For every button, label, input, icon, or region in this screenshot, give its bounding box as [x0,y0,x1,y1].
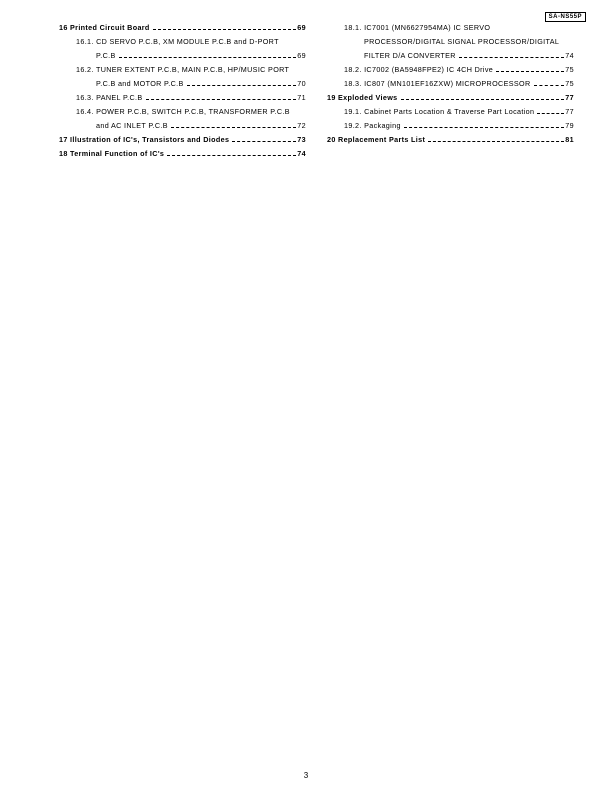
toc-left-column [59,18,306,158]
dot-leader [537,113,564,114]
toc-entry-title: and AC INLET P.C.B [96,121,168,130]
toc-entry[interactable] [59,74,306,88]
dot-leader [496,71,564,72]
dot-leader [119,57,297,58]
dot-leader [459,57,564,58]
dot-leader [167,155,296,156]
toc-entry-page: 74 [565,51,574,60]
dot-leader [404,127,564,128]
toc-entry-title: 18 Terminal Function of IC's [59,149,165,158]
page-number: 3 [303,771,309,780]
toc-entry-page: 71 [297,93,306,102]
dot-leader [146,99,297,100]
toc-entry-title: 18.3. IC807 (MN101EF16ZXW) MICROPROCESSOR [344,79,531,88]
toc-entry[interactable] [59,130,306,144]
toc-entry[interactable] [327,60,574,74]
toc-entry-title: 20 Replacement Parts List [327,135,426,144]
toc-entry[interactable] [59,102,306,116]
toc-entry[interactable] [59,116,306,130]
toc-entry[interactable] [327,18,574,32]
toc-entry[interactable] [327,88,574,102]
toc-right-column [327,18,574,144]
toc-entry-page: 75 [565,65,574,74]
toc-entry-title: 18.1. IC7001 (MN6627954MA) IC SERVO [344,23,491,32]
toc-entry-page: 69 [297,23,306,32]
dot-leader [187,85,297,86]
dot-leader [153,29,297,30]
toc-entry-title: 16 Printed Circuit Board [59,23,150,32]
toc-entry[interactable] [59,32,306,46]
toc-entry[interactable] [59,60,306,74]
toc-entry-page: 75 [565,79,574,88]
toc-entry-page: 77 [565,93,574,102]
toc-entry[interactable] [327,32,574,46]
toc-entry[interactable] [59,144,306,158]
toc-entry-page: 69 [297,51,306,60]
dot-leader [534,85,565,86]
toc-entry-title: 19 Exploded Views [327,93,398,102]
toc-entry-page: 81 [565,135,574,144]
toc-entry-title: 16.4. POWER P.C.B, SWITCH P.C.B, TRANSFORMER P.C.B [76,107,290,116]
toc-entry-title: 16.2. TUNER EXTENT P.C.B, MAIN P.C.B, HP/MUSIC PORT [76,65,290,74]
toc-entry[interactable] [327,116,574,130]
toc-entry[interactable] [327,102,574,116]
dot-leader [401,99,565,100]
toc-entry-page: 79 [565,121,574,130]
toc-entry-title: PROCESSOR/DIGITAL SIGNAL PROCESSOR/DIGITAL [364,37,560,46]
toc-entry-title: FILTER D/A CONVERTER [364,51,456,60]
dot-leader [428,141,564,142]
toc-entry[interactable] [59,18,306,32]
toc-entry[interactable] [327,74,574,88]
toc-entry-title: 17 Illustration of IC's, Transistors and Diodes [59,135,230,144]
toc-entry-title: 18.2. IC7002 (BA5948FPE2) IC 4CH Drive [344,65,494,74]
toc-entry-title: 16.3. PANEL P.C.B [76,93,143,102]
toc-entry[interactable] [327,46,574,60]
toc-entry[interactable] [59,46,306,60]
toc-entry-page: 74 [297,149,306,158]
dot-leader [171,127,296,128]
toc-entry-title: 19.1. Cabinet Parts Location & Traverse Part Location [344,107,535,116]
toc-entry-title: P.C.B [96,51,116,60]
toc-entry[interactable] [327,130,574,144]
toc-entry-page: 72 [297,121,306,130]
toc-entry-title: P.C.B and MOTOR P.C.B [96,79,184,88]
dot-leader [232,141,296,142]
model-badge: SA-NS55P [545,12,586,22]
toc-entry-page: 77 [565,107,574,116]
toc-entry[interactable] [59,88,306,102]
toc-entry-page: 70 [297,79,306,88]
toc-entry-page: 73 [297,135,306,144]
toc-entry-title: 16.1. CD SERVO P.C.B, XM MODULE P.C.B and D-PORT [76,37,279,46]
toc-entry-title: 19.2. Packaging [344,121,401,130]
